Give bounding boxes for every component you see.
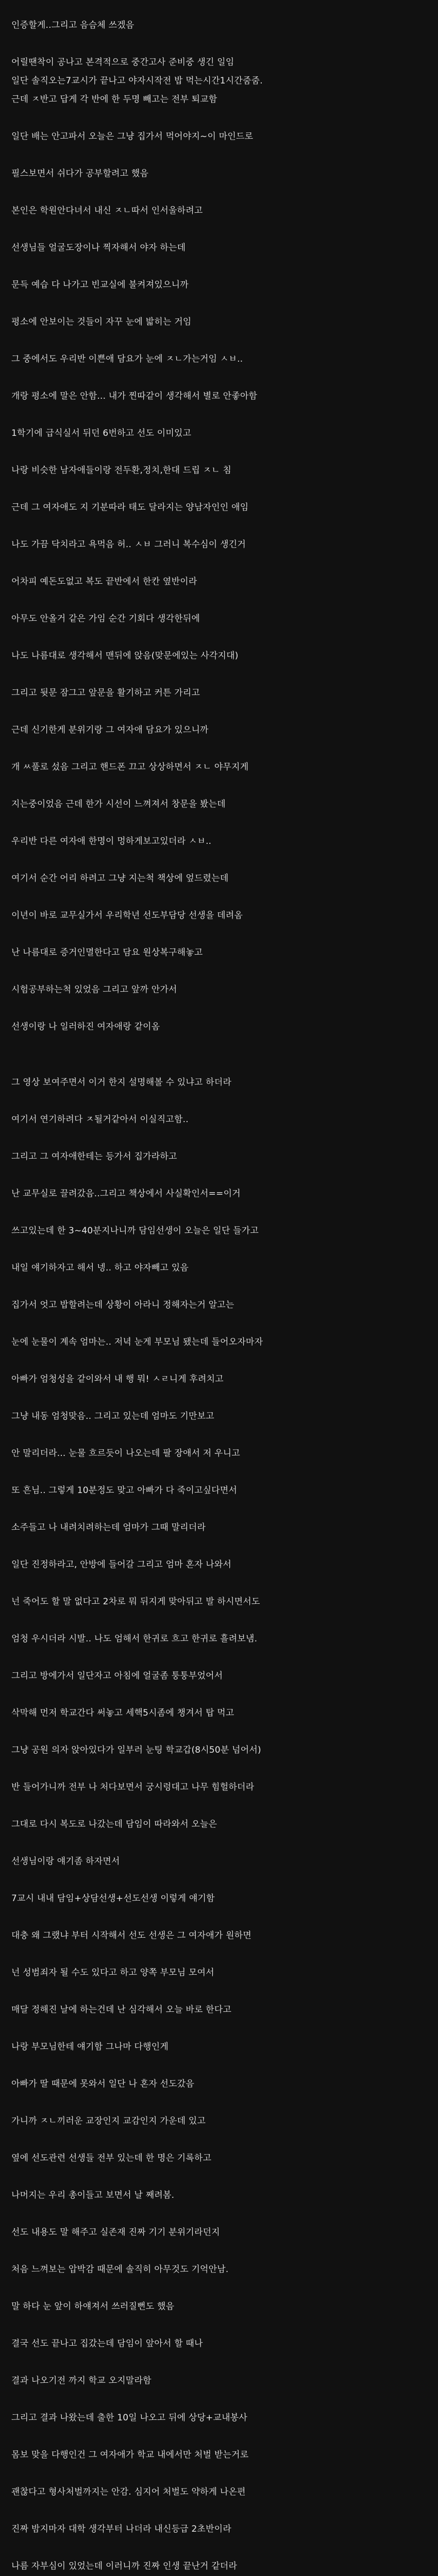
post-text-line: 집가서 엇고 밥할려는데 상황이 아라니 정해자는거 알고는 [11, 1300, 234, 1310]
post-text-line: 지는중이었음 근데 한가 시선이 느껴져서 창문을 봤는데 [11, 799, 226, 809]
post-text-line: 필스보면서 쉬다가 공부할려고 했음 [11, 168, 149, 179]
post-text-line: 말 하다 눈 앞이 하얘져서 쓰러질뻔도 했음 [11, 2301, 175, 2312]
post-text-line: 삭막해 먼저 학교간다 써놓고 세핵5시좀에 챙겨서 탑 먹고 [11, 1708, 234, 1718]
post-text-line: 선도 내용도 말 해주고 실존재 진짜 기기 분위기라던지 [11, 2227, 220, 2238]
post-text-line: 넌 성범죄자 될 수도 있다고 하고 양쪽 부모님 모여서 [11, 1968, 214, 1978]
post-text-line: 시험공부하는척 있었음 그리고 앞까 안가서 [11, 985, 177, 995]
post-text-line: 여기서 연기하려다 ㅈ될거같아서 이실직고함.. [11, 1114, 189, 1125]
post-text-line: 난 나름대로 증거인멸한다고 담요 원상복구해놓고 [11, 947, 203, 958]
post-text-line: 개랑 평소에 말은 안함... 내가 찐따같이 생각해서 별로 안좋아함 [11, 391, 258, 401]
post-text-line: 나랑 비슷한 남자애들이랑 전두환,정치,한대 드립 ㅈㄴ 침 [11, 465, 232, 476]
post-text-line: 어차피 예돈도없고 복도 끝반에서 한칸 옆반이라 [11, 577, 197, 587]
post-text-line: 일단 진정하라고, 안방에 들어갈 그리고 엄마 혼자 나와서 [11, 1560, 232, 1570]
post-text-line: 그리고 방에가서 일단자고 아침에 얼굴좀 퉁퉁부었어서 [11, 1671, 223, 1681]
post-text-line: 개 ㅆ풀로 섰음 그리고 핸드폰 끄고 상상하면서 ㅈㄴ 야무지게 [11, 762, 249, 772]
post-text-line: 결과 나오기전 까지 학교 오지말라함 [11, 2376, 151, 2386]
post-text-line: 가니까 ㅈㄴ끼러운 교장인지 교감인지 가운데 있고 [11, 2116, 206, 2126]
post-text-line: 본인은 학원안다녀서 내신 ㅈㄴ따서 인서울하려고 [11, 206, 203, 216]
post-text-line: 괜찮다고 형사처벌까지는 안감. 심지어 처벌도 약하게 나온편 [11, 2487, 246, 2497]
post-text-line: 내일 얘기하자고 해서 넹.. 하고 야자빼고 있음 [11, 1263, 189, 1273]
post-text-line: 선생이랑 나 일러하진 여자애랑 같이옴 [11, 1022, 160, 1032]
post-text-line: 평소에 안보이는 것들이 자꾸 눈에 밟히는 거임 [11, 317, 192, 327]
post-text-line: 근데 ㅈ반고 답게 각 반에 한 두명 빼고는 전부 퇴교함 [11, 94, 217, 105]
post-text-line: 그 중에서도 우리반 이쁜애 담요가 눈에 ㅈㄴ가는거임 ㅅㅂ.. [11, 354, 243, 364]
post-text-line: 나름 자부심이 있었는데 이러니까 진짜 인생 끝난거 같더라 [11, 2561, 238, 2571]
post-text-line: 선생님들 얼굴도장이나 찍자해서 야자 하는데 [11, 243, 186, 253]
post-text-line: 결국 선도 끝나고 집갔는데 담임이 앞아서 할 때나 [11, 2338, 203, 2349]
post-text-line: 옆에 선도관련 선생들 전부 있는데 한 명은 기록하고 [11, 2153, 212, 2163]
post-text-line: 아빠가 엄청성을 같이와서 내 행 뭐! ㅅㄹ니게 후려치고 [11, 1374, 224, 1384]
post-text-line: 문득 예습 다 나가고 빈교실에 불켜져있으니까 [11, 280, 189, 290]
post-text-line: 그리고 뒷문 잠그고 앞문을 활기하고 커튼 가리고 [11, 688, 200, 698]
post-text-line: 선생님이랑 얘기좀 하자면서 [11, 1856, 120, 1867]
post-text-line: 넌 죽어도 할 말 없다고 2차로 뭐 뒤지게 맞아뒤고 발 하시면서도 [11, 1597, 260, 1607]
post-text-line: 매달 정해진 날에 하는건데 난 심각해서 오늘 바로 한다고 [11, 2005, 232, 2015]
post-text-line: 어릴땐착이 공나고 본격적으로 중간고사 준비중 생긴 일임 [11, 57, 234, 67]
post-text-line: 안 말리더라... 눈물 흐르듯이 나오는데 팔 장애서 저 우니고 [11, 1448, 240, 1459]
post-text-line: 여기서 순간 어리 하려고 그냥 지는척 책상에 엎드렸는데 [11, 873, 229, 884]
post-text-line: 나도 가끔 닥치라고 욕먹음 허.. ㅅㅂ 그러니 복수심이 생긴거 [11, 539, 246, 550]
post-text-line: 그리고 결과 나왔는데 출한 10일 나오고 뒤에 상당+교내봉사 [11, 2413, 248, 2423]
post-text-line: 나머지는 우리 총이들고 보면서 날 째려봄. [11, 2190, 175, 2200]
post-text-line: 7교시 내내 담임+상담선생+선도선생 이렇게 얘기함 [11, 1893, 215, 1904]
post-text-line: 쓰고있는데 한 3~40분지나니까 담임선생이 오늘은 일단 들가고 [11, 1226, 259, 1236]
post-text-line: 눈에 눈물이 계속 엄마는.. 저녁 눈게 부모님 됐는데 들어오자마자 [11, 1337, 263, 1347]
post-text-line: 이년이 바로 교무실가서 우리학년 선도부담당 선생을 데려옴 [11, 910, 243, 921]
post-text-line: 근데 그 여자애도 지 기분따라 태도 달라지는 양남자인인 애임 [11, 502, 249, 513]
post-text-line: 근데 신기한게 분위기랑 그 여자애 담요가 있으니까 [11, 725, 209, 735]
post-text-line: 난 교무실로 끌려갔음..그리고 책상에서 사실확인서==이거 [11, 1189, 241, 1199]
post-text-line: 소주들고 나 내려치려하는데 엄마가 그때 말리더라 [11, 1522, 206, 1533]
post-text-line: 아무도 안올거 같은 가임 순간 기회다 생각한뒤에 [11, 614, 200, 624]
post-text-line: 처음 느껴보는 압박감 때문에 솔직히 아무것도 기억안남. [11, 2264, 229, 2275]
post-text-line: 몸보 맞을 다행인건 그 여자애가 학교 내에서만 처벌 받는거로 [11, 2450, 249, 2460]
post-text-line: 엄청 우시더라 시발.. 나도 엄해서 한귀로 흐고 한귀로 흘려보냄. [11, 1634, 258, 1644]
post-text-line: 대충 왜 그랬냐 부터 시작해서 선도 선생은 그 여자애가 원하면 [11, 1930, 251, 1941]
post-text-line: 일단 솔직오는7교시가 끝나고 야자시작전 밥 먹는시간1시간줌줌. [11, 76, 263, 86]
post-text-line: 반 들어가니까 전부 나 처다보면서 궁시렁대고 나무 힘헐하더라 [11, 1782, 255, 1792]
post-text-line: 그냥 공원 의자 앉아있다가 일부러 눈팅 학교갑(8시50분 넘어서) [11, 1745, 261, 1755]
post-text-line: 그냥 내동 엄청맞음.. 그리고 있는데 엄마도 기만보고 [11, 1411, 214, 1421]
post-text-line: 아빠가 딸 때문에 못와서 일단 나 혼자 선도갔음 [11, 2079, 195, 2089]
post-text-line: 나랑 부모님한테 얘기함 그나마 다행인게 [11, 2042, 169, 2052]
post-text-line: 일단 배는 안고파서 오늘은 그냥 집가서 먹어야지~이 마인드로 [11, 131, 254, 142]
post-text-line: 그대로 다시 복도로 나갔는데 담임이 따라와서 오늘은 [11, 1819, 217, 1829]
post-text-line: 우리반 다른 여자애 한명이 멍하게보고있더라 ㅅㅂ.. [11, 836, 212, 846]
post-text-line: 인증할게..그리고 음슴체 쓰겠음 [11, 20, 134, 30]
post-text-line: 그리고 그 여자애한테는 등가서 집가라하고 [11, 1151, 177, 1162]
post-text-line: 그 영상 보여주면서 이거 한지 설명해볼 수 있냐고 하더라 [11, 1077, 232, 1088]
post-text-line: 진짜 밤지마자 대학 생각부터 나더라 내신등급 2초반이라 [11, 2524, 231, 2534]
post-text-line: 나도 나름대로 생각해서 맨뒤에 앉음(맞문에있는 사각지대) [11, 651, 239, 661]
post-text-line: 또 흔님.. 그렇게 10분정도 맞고 아빠가 다 죽이고싶다면서 [11, 1485, 238, 1496]
post-text-line: 1학기에 급식실서 뒤던 6번하고 선도 이미있고 [11, 428, 192, 438]
